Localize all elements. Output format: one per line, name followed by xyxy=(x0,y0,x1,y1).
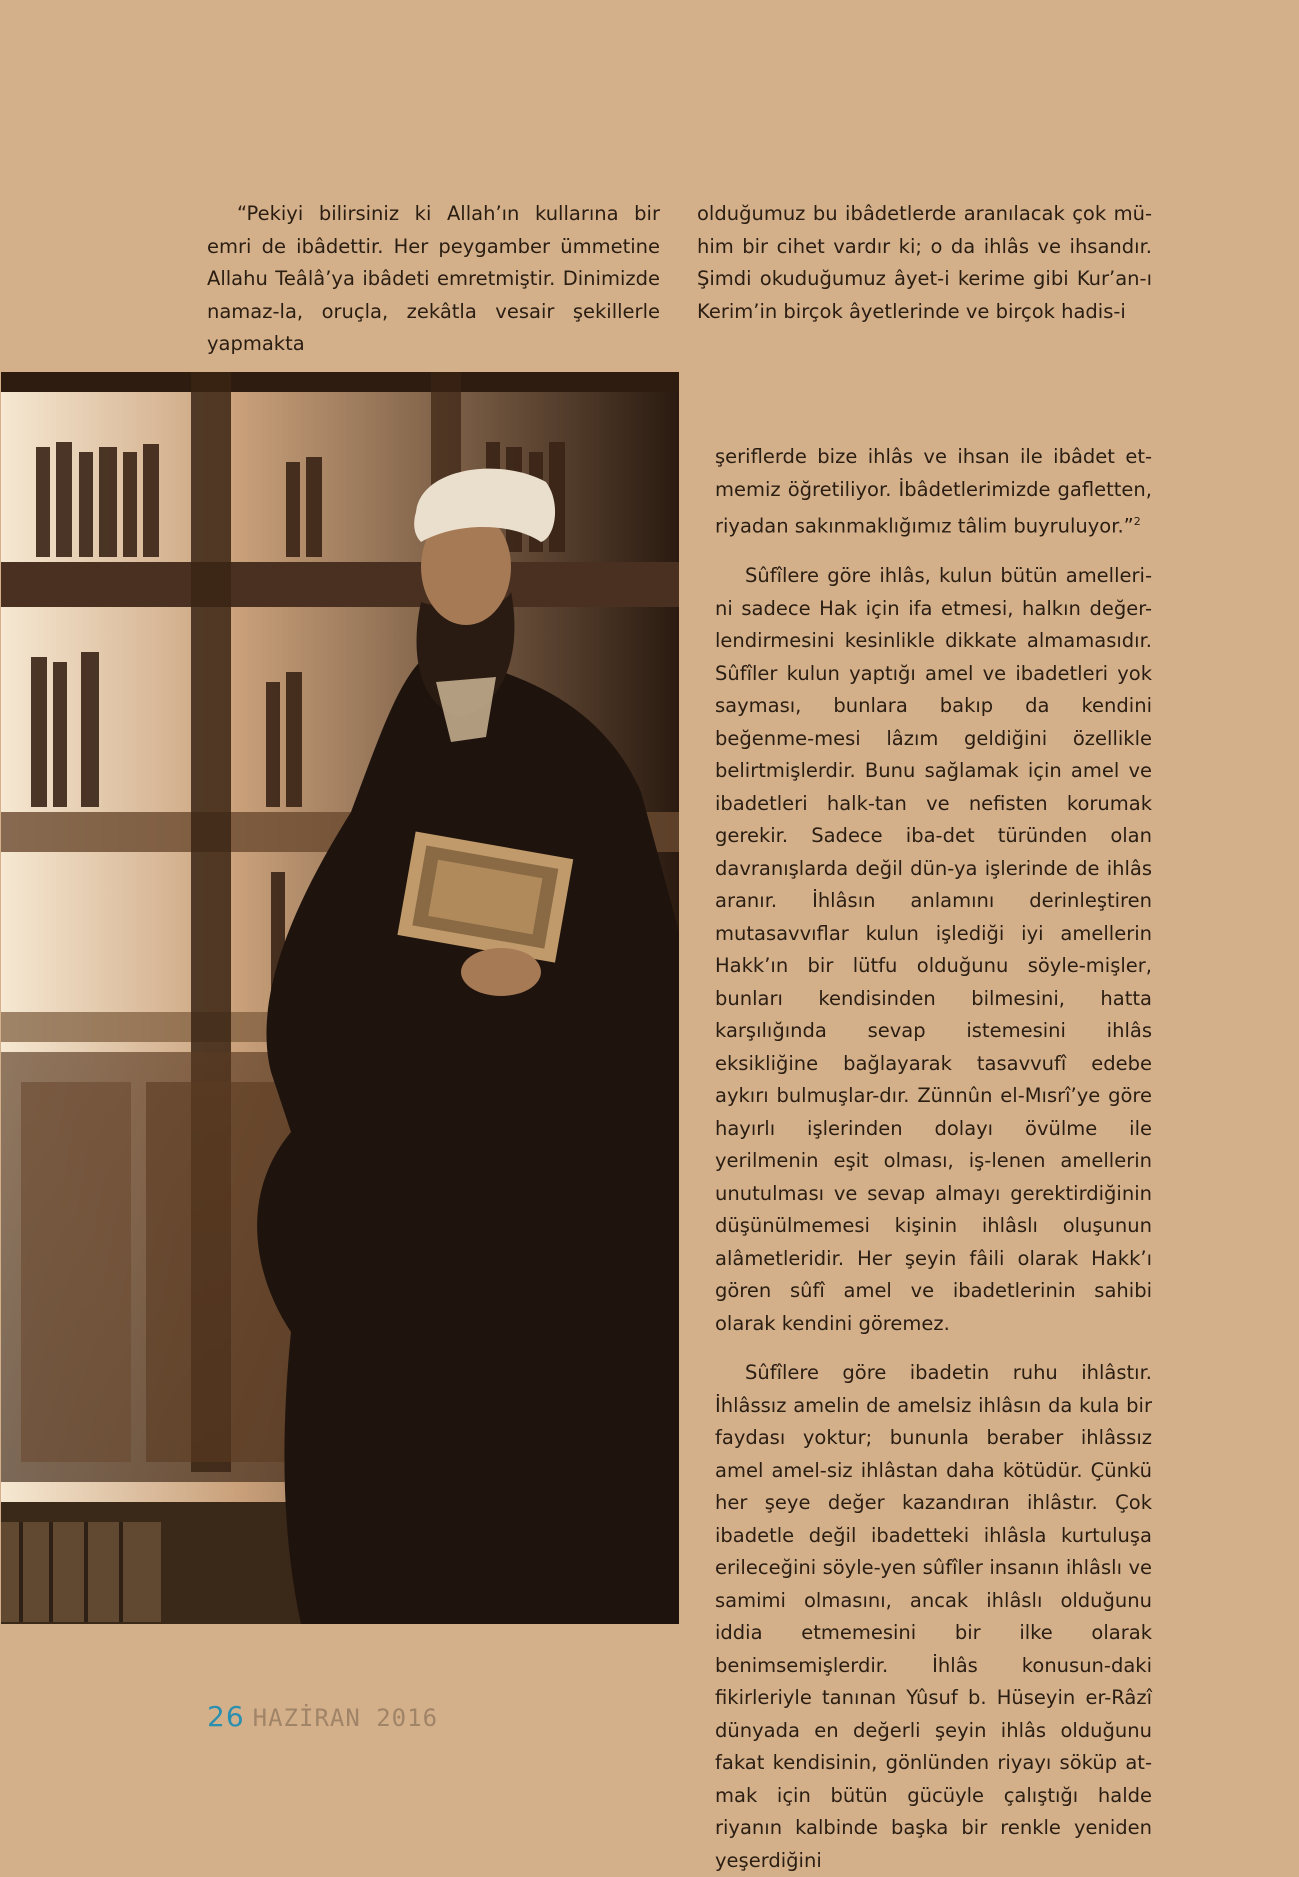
photo-illustration xyxy=(1,372,679,1624)
footnote-marker: 2 xyxy=(1133,515,1141,528)
sepia-photo-scholar xyxy=(1,372,679,1624)
right-column-text xyxy=(715,441,1152,1877)
left-column-top-text xyxy=(207,198,660,361)
right-column-top-text xyxy=(697,198,1152,328)
paragraph xyxy=(715,441,1152,543)
paragraph: olduğumuz bu ibâdetlerde aranılacak çok mü-him bir cihet vardır ki; o da ihlâs ve ihsandır. Şimdi okuduğumuz âyet-i kerime gibi Kur’an-ı Kerim’in birçok âyetlerinde ve birçok hadis-i xyxy=(697,202,1152,323)
paragraph: “Pekiyi bilirsiniz ki Allah’ın kullarına bir emri de ibâdettir. Her peygamber ümmetine Allahu Teâlâ’ya ibâdeti emretmiştir. Dinimizde namaz-la, oruçla, zekâtla vesair şekillerle yapmakta xyxy=(207,202,660,355)
page-number: 26 xyxy=(207,1700,245,1733)
paragraph-text: şeriflerde bize ihlâs ve ihsan ile ibâdet et-memiz öğretiliyor. İbâdetlerimizde gafletten, riyadan sakınmaklığımız tâlim buyruluyor.” xyxy=(715,445,1152,538)
paragraph: Sûfîlere göre ibadetin ruhu ihlâstır. İhlâssız amelin de amelsiz ihlâsın da kula bir faydası yoktur; bununla beraber ihlâssız amel amel-siz ihlâstan daha kötüdür. Çünkü her şeye değer kazandıran ihlâstır. Çok ibadetle değil ibadetteki ihlâsla kurtuluşa erileceğini söyle-yen sûfîler insanın ihlâslı ve samimi olmasını, ancak ihlâslı olduğunu iddia etmemesini bir ilke olarak benimsemişlerdir. İhlâs konusun-daki fikirleriyle tanınan Yûsuf b. Hüseyin er-Râzî dünyada en değerli şeyin ihlâs olduğunu fakat kendisinin, gönlünden riyayı söküp at-mak için bütün gücüyle çalıştığı halde riyanın kalbinde başka bir renkle yeniden yeşerdiğini xyxy=(715,1361,1152,1872)
page-footer xyxy=(207,1700,438,1733)
paragraph: Sûfîlere göre ihlâs, kulun bütün amelleri-ni sadece Hak için ifa etmesi, halkın değer-lendirmesini kesinlikle dikkate almamasıdır. Sûfîler kulun yaptığı amel ve ibadetleri yok sayması, bunlara bakıp da kendini beğenme-mesi lâzım geldiğini özellikle belirtmişlerdir. Bunu sağlamak için amel ve ibadetleri halk-tan ve nefisten korumak gerekir. Sadece iba-det türünden olan davranışlarda değil dün-ya işlerinde de ihlâs aranır. İhlâsın anlamını derinleştiren mutasavvıflar kulun işlediği iyi amellerin Hakk’ın bir lütfu olduğunu söyle-mişler, bunları kendisinden bilmesini, hatta karşılığında sevap istemesini ihlâs eksikliğine bağlayarak tasavvufî edebe aykırı bulmuşlar-dır. Zünnûn el-Mısrî’ye göre hayırlı işlerinden dolayı övülme ile yerilmenin eşit olması, iş-lenen amellerin unutulması ve sevap almayı gerektirdiğinin düşünülmemesi kişinin ihlâslı oluşunun alâmetleridir. Her şeyin fâili olarak Hakk’ı gören sûfî amel ve ibadetlerinin sahibi olarak kendini göremez. xyxy=(715,564,1152,1335)
issue-date: HAZİRAN 2016 xyxy=(252,1704,439,1732)
